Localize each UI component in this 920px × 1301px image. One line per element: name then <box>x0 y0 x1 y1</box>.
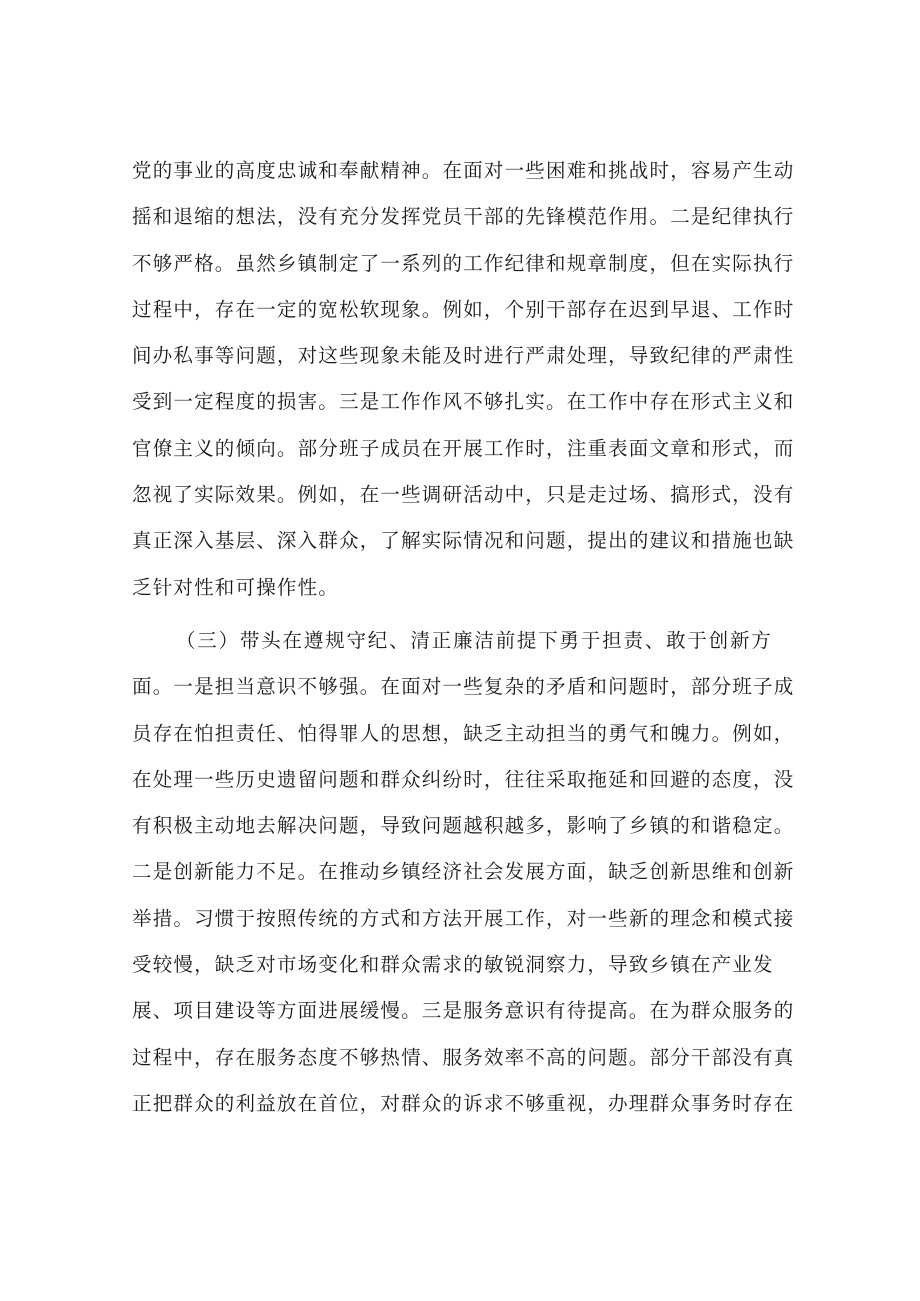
text-line: 受较慢，缺乏对市场变化和群众需求的敏锐洞察力，导致乡镇在产业发 <box>132 953 774 977</box>
text-line: 有积极主动地去解决问题，导致问题越积越多，影响了乡镇的和谐稳定。 <box>132 814 795 838</box>
text-line: 受到一定程度的损害。三是工作作风不够扎实。在工作中存在形式主义和 <box>132 390 795 414</box>
text-line: 忽视了实际效果。例如，在一些调研活动中，只是走过场、搞形式，没有 <box>132 483 795 507</box>
paragraph-discipline <box>132 148 795 611</box>
text-line: 过程中，存在一定的宽松软现象。例如，个别干部存在迟到早退、工作时 <box>132 297 795 321</box>
text-line: 二是创新能力不足。在推动乡镇经济社会发展方面，缺乏创新思维和创新 <box>132 860 795 884</box>
text-line: 党的事业的高度忠诚和奉献精神。在面对一些困难和挑战时，容易产生动 <box>132 159 795 182</box>
text-line: 在处理一些历史遗留问题和群众纠纷时，往往采取拖延和回避的态度，没 <box>132 767 795 791</box>
text-line: 员存在怕担责任、怕得罪人的思想，缺乏主动担当的勇气和魄力。例如， <box>132 721 795 745</box>
text-line: 举措。习惯于按照传统的方式和方法开展工作，对一些新的理念和模式接 <box>132 906 795 930</box>
text-line: 面。一是担当意识不够强。在面对一些复杂的矛盾和问题时，部分班子成 <box>132 675 795 699</box>
text-line: 过程中，存在服务态度不够热情、服务效率不高的问题。部分干部没有真 <box>132 1045 795 1069</box>
text-line: 不够严格。虽然乡镇制定了一系列的工作纪律和规章制度，但在实际执行 <box>132 251 795 275</box>
section-heading-line: （三）带头在遵规守纪、清正廉洁前提下勇于担责、敢于创新方 <box>176 629 772 652</box>
text-line: 官僚主义的倾向。部分班子成员在开展工作时，注重表面文章和形式，而 <box>132 436 795 460</box>
text-line: 乏针对性和可操作性。 <box>132 575 340 599</box>
text-line: 摇和退缩的想法，没有充分发挥党员干部的先锋模范作用。二是纪律执行 <box>132 205 795 229</box>
text-line: 真正深入基层、深入群众，了解实际情况和问题，提出的建议和措施也缺 <box>132 529 795 553</box>
text-line: 正把群众的利益放在首位，对群众的诉求不够重视，办理群众事务时存在 <box>132 1091 795 1115</box>
text-line: 间办私事等问题，对这些现象未能及时进行严肃处理，导致纪律的严肃性 <box>132 344 795 368</box>
text-line: 展、项目建设等方面进展缓慢。三是服务意识有待提高。在为群众服务的 <box>132 999 795 1023</box>
paragraph-responsibility-innovation <box>132 618 795 1127</box>
